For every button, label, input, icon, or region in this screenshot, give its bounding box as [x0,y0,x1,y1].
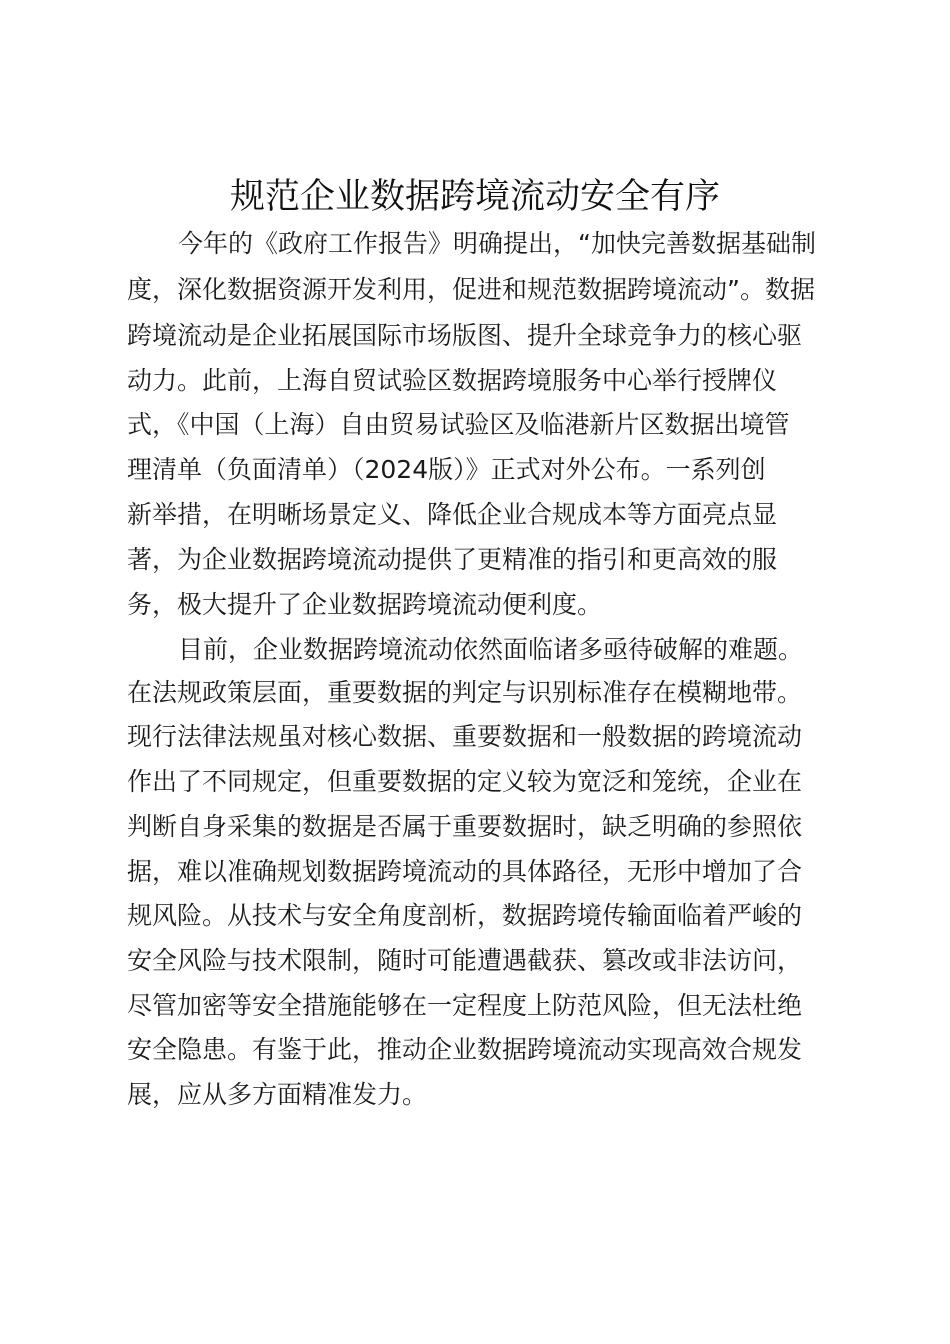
paragraph-line: 新举措，在明晰场景定义、降低企业合规成本等方面亮点显 [127,500,778,529]
paragraph-line: 式，《中国（上海）自由贸易试验区及临港新片区数据出境管 [127,410,790,439]
paragraph-line: 度，深化数据资源开发利用，促进和规范数据跨境流动”。数据 [127,275,815,304]
paragraph-line: 规风险。从技术与安全角度剖析，数据跨境传输面临着严峻的 [127,901,803,930]
paragraph-line: 尽管加密等安全措施能够在一定程度上防范风险，但无法杜绝 [127,991,803,1020]
paragraph-line: 作出了不同规定，但重要数据的定义较为宽泛和笼统，企业在 [127,767,803,796]
paragraph-line: 理清单（负面清单）（2024版）》正式对外公布。一系列创 [127,455,766,484]
paragraph-line: 务，极大提升了企业数据跨境流动便利度。 [127,590,603,619]
paragraph-line: 据，难以准确规划数据跨境流动的具体路径，无形中增加了合 [127,857,803,886]
paragraph-line: 安全风险与技术限制，随时可能遭遇截获、篡改或非法访问， [127,946,803,975]
paragraph-line: 动力。此前，上海自贸试验区数据跨境服务中心举行授牌仪 [127,366,778,395]
paragraph-line: 跨境流动是企业拓展国际市场版图、提升全球竞争力的核心驱 [127,321,803,350]
paragraph-line: 安全隐患。有鉴于此，推动企业数据跨境流动实现高效合规发 [127,1035,803,1064]
paragraph-line: 目前，企业数据跨境流动依然面临诸多亟待破解的难题。 [178,635,804,664]
paragraph-line: 展，应从多方面精准发力。 [127,1080,428,1109]
paragraph-line: 在法规政策层面，重要数据的判定与识别标准存在模糊地带。 [127,678,803,707]
paragraph-line: 判断自身采集的数据是否属于重要数据时，缺乏明确的参照依 [127,812,803,841]
paragraph-line: 今年的《政府工作报告》明确提出，“加快完善数据基础制 [178,229,816,258]
paragraph-line: 著，为企业数据跨境流动提供了更精准的指引和更高效的服 [127,545,778,574]
paragraph-line: 现行法律法规虽对核心数据、重要数据和一般数据的跨境流动 [127,722,803,751]
document-title: 规范企业数据跨境流动安全有序 [229,177,720,217]
